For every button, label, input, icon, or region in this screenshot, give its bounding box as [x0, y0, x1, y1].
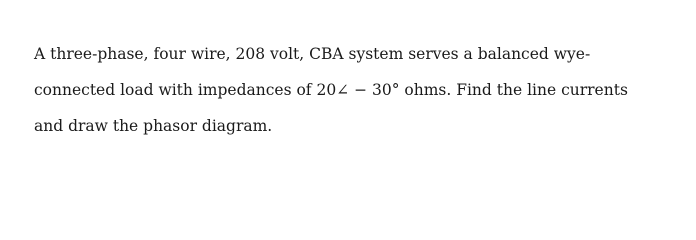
problem-line-1: A three-phase, four wire, 208 volt, CBA system serves a balanced wye-: [34, 45, 591, 63]
problem-statement: [34, 36, 674, 144]
problem-line-3: and draw the phasor diagram.: [34, 117, 273, 135]
problem-line-2: connected load with impedances of 20∠ − 30° ohms. Find the line currents: [34, 81, 628, 99]
